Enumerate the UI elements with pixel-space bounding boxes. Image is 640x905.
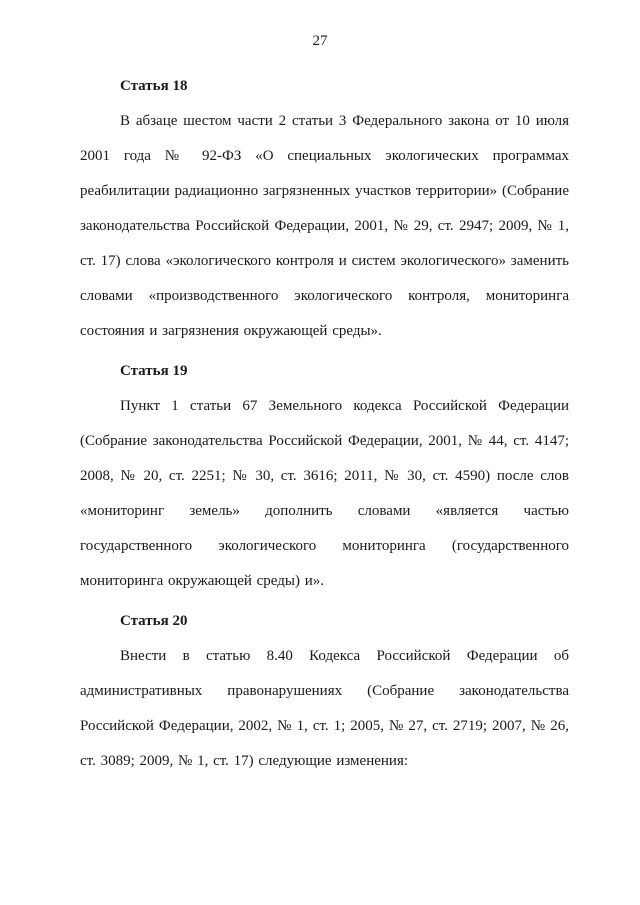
article-20-title: Статья 20 (120, 613, 188, 629)
article-18-title: Статья 18 (120, 78, 188, 94)
article-19-text: Пункт 1 статьи 67 Земельного кодекса Российской Федерации (Собрание законодательства Российской Федерации, 2001, № 44, ст. 4147; 2008, № 20, ст. 2251; № 30, ст. 3616; 2011, № 30, ст. 4590) после слов «мониторинг земель» дополнить словами «является частью государственного экологического мониторинга (государственного мониторинга окружающей среды) и». (80, 398, 569, 589)
document-body (80, 68, 569, 779)
article-19-title: Статья 19 (120, 363, 188, 379)
page-number: 27 (312, 33, 328, 49)
article-20-text: Внести в статью 8.40 Кодекса Российской Федерации об административных правонарушениях (Собрание законодательства Российской Федерации, 2002, № 1, ст. 1; 2005, № 27, ст. 2719; 2007, № 26, ст. 3089; 2009, № 1, ст. 17) следующие изменения: (80, 648, 569, 769)
article-18-text: В абзаце шестом части 2 статьи 3 Федерального закона от 10 июля 2001 года № 92-ФЗ «О специальных экологических программах реабилитации радиационно загрязненных участков территории» (Собрание законодательства Российской Федерации, 2001, № 29, ст. 2947; 2009, № 1, ст. 17) слова «экологического контроля и систем экологического» заменить словами «производственного экологического контроля, мониторинга состояния и загрязнения окружающей среды». (80, 113, 569, 339)
